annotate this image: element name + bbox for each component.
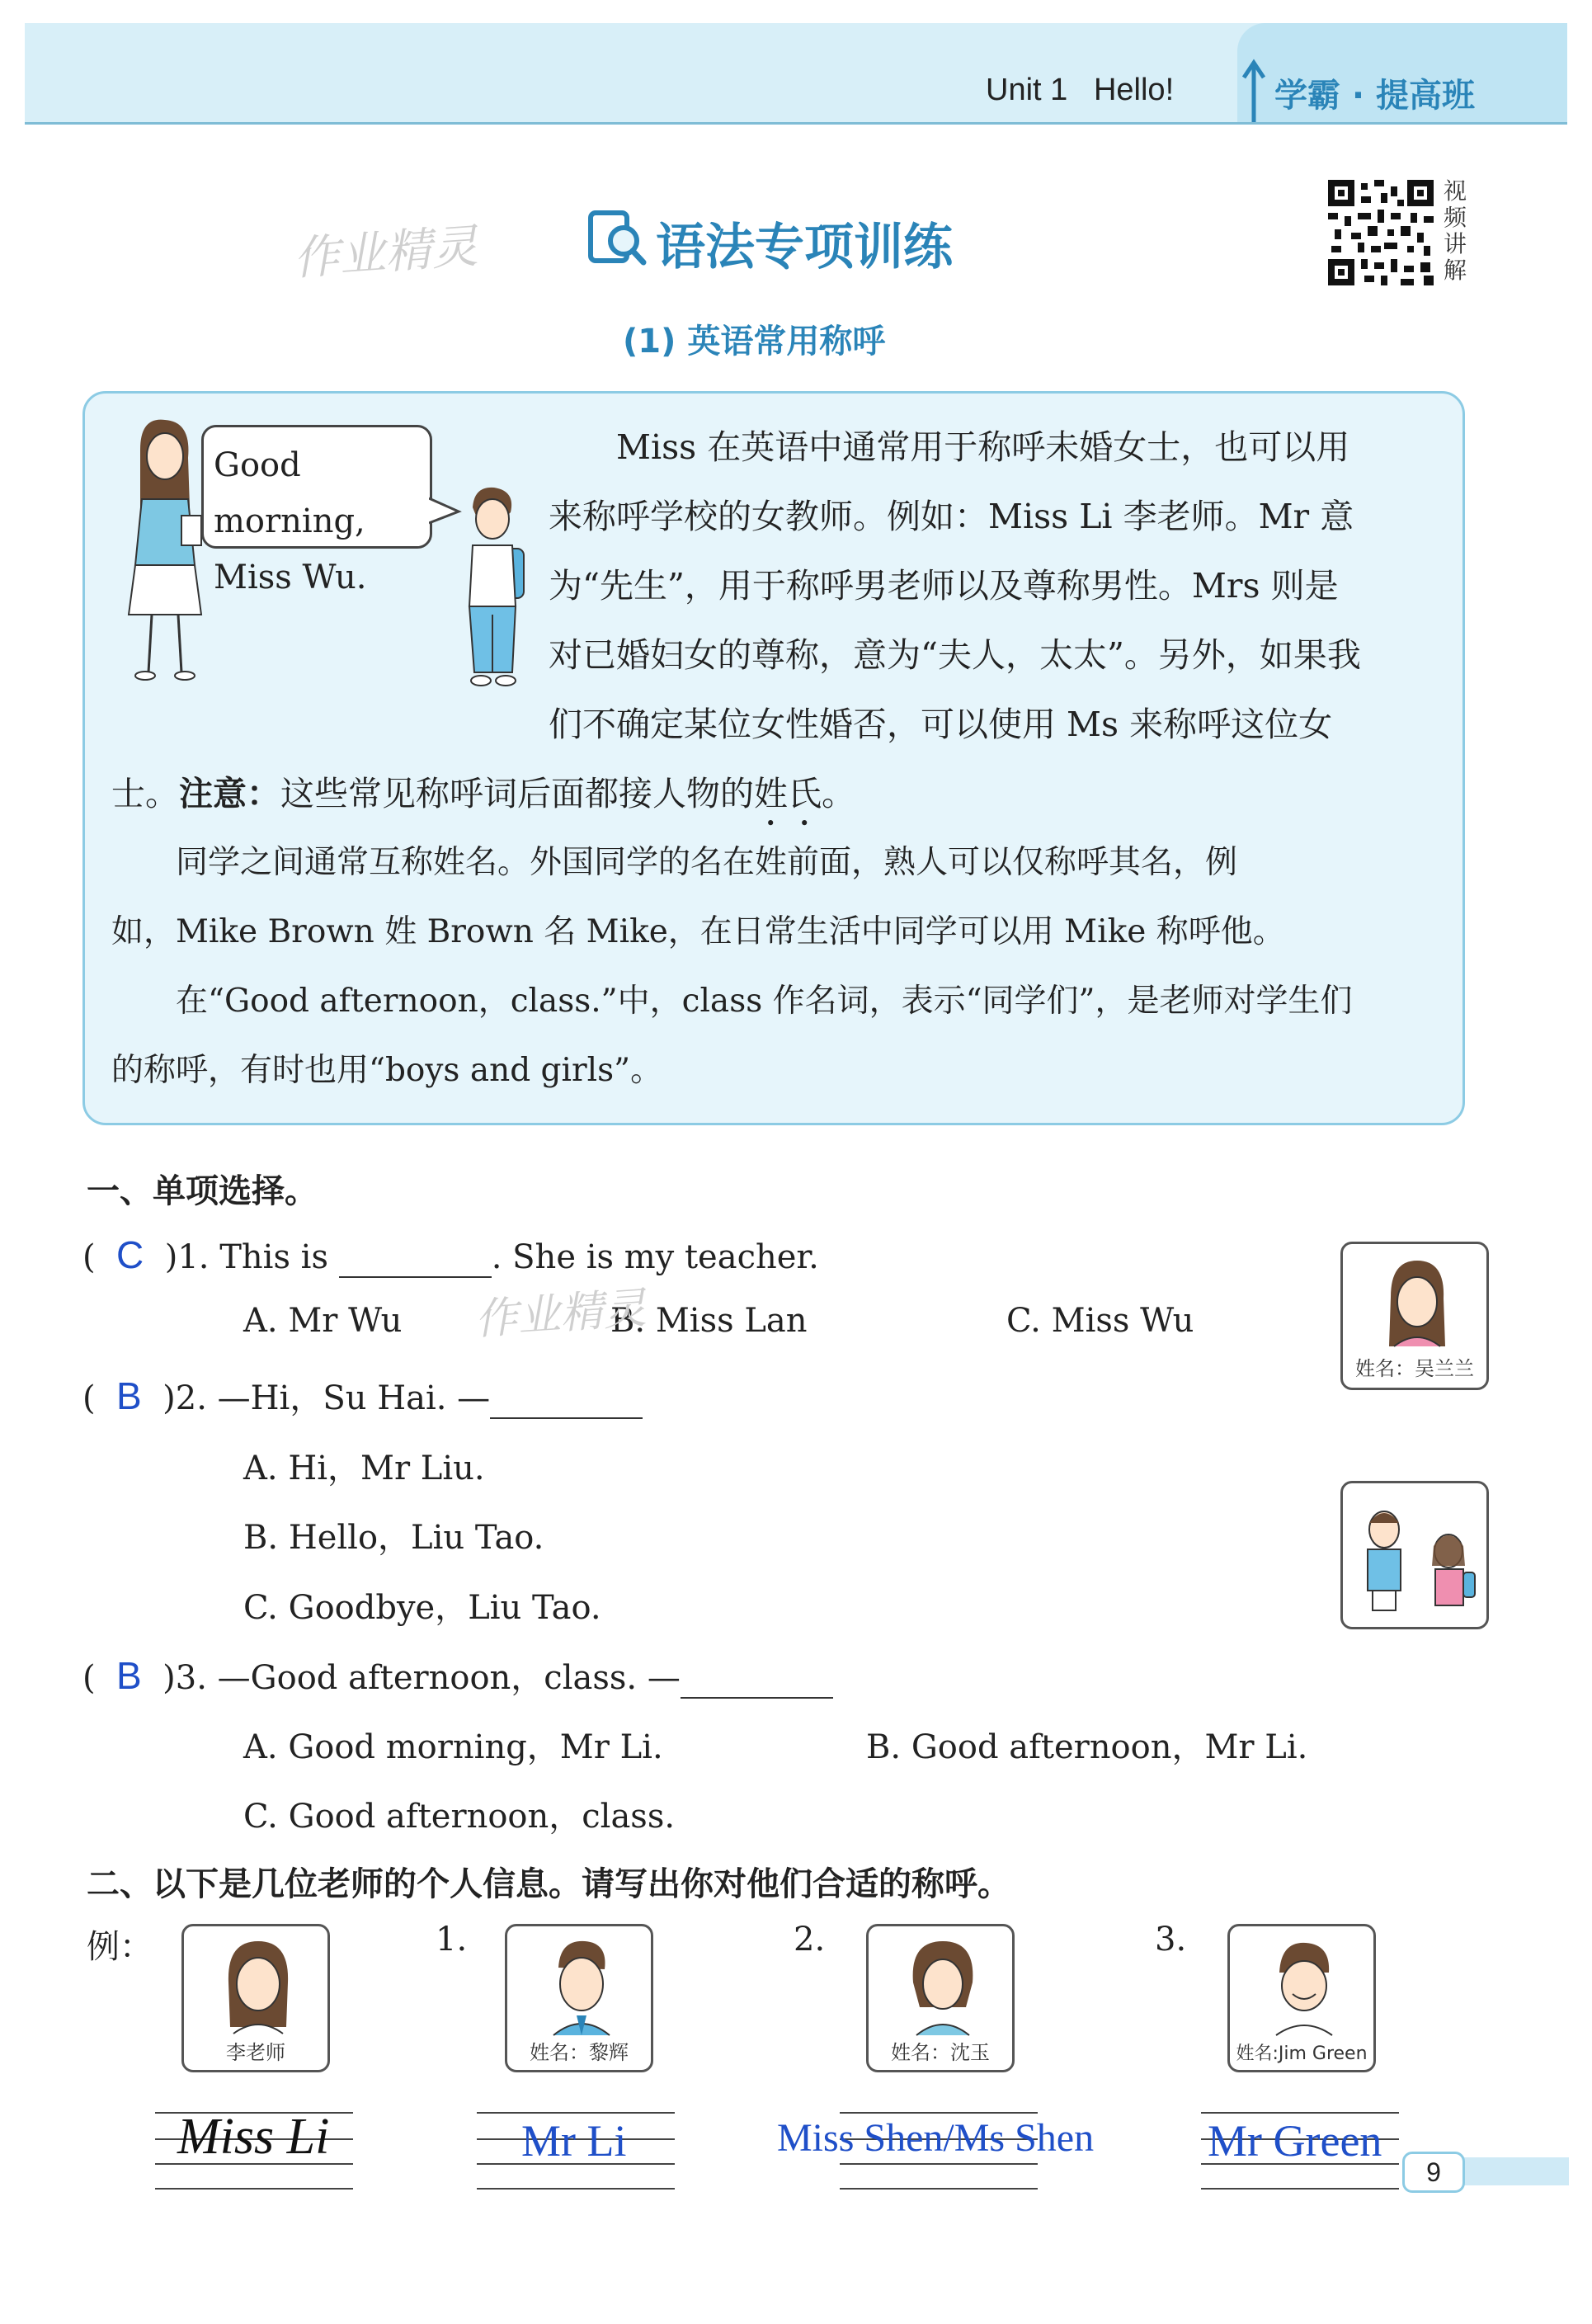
blank-2[interactable] [490, 1379, 643, 1419]
q3-option-c[interactable]: C. Good afternoon，class. [243, 1798, 676, 1836]
q1-picture-caption: 姓名：吴兰兰 [1355, 1357, 1474, 1380]
blank-1[interactable] [339, 1238, 492, 1278]
teacher-lihui-picture [505, 1924, 653, 2072]
girl-face-icon [1376, 1256, 1458, 1355]
qr-caption: 视频讲解 [1444, 177, 1467, 284]
section1-heading: 一、单项选择。 [87, 1172, 318, 1210]
lesson-title: Hello! [1093, 73, 1175, 107]
unit-label: Unit 1 Hello! [986, 73, 1175, 107]
item3-answer[interactable]: Mr Green [1208, 2116, 1382, 2166]
note-label: 注意： [179, 774, 280, 813]
q3-option-b[interactable]: B. Good afternoon，Mr Li. [866, 1728, 1308, 1766]
female-teacher-face-icon-2 [900, 1936, 986, 2039]
teacher-green-picture [1227, 1924, 1376, 2072]
item2-label: 2. [794, 1921, 826, 1959]
item2-answer[interactable]: Miss Shen/Ms Shen [777, 2116, 1095, 2160]
para2-line-2: 如，Mike Brown 姓 Brown 名 Mike，在日常生活中同学可以用 Mike 称呼他。 [111, 913, 1285, 950]
watermark: 作业精灵 [291, 219, 480, 286]
para1-line-3: 为“先生”，用于称呼男老师以及尊称男性。Mrs 则是 [549, 566, 1339, 606]
header-divider [25, 122, 1567, 125]
para1-line-2: 来称呼学校的女教师。例如：Miss Li 李老师。Mr 意 [549, 497, 1354, 536]
answer-2[interactable]: B [116, 1374, 142, 1417]
q1-option-c[interactable]: C. Miss Wu [1006, 1302, 1194, 1340]
male-teacher-face-icon [539, 1936, 624, 2039]
speech-bubble [201, 425, 432, 596]
q2-option-c[interactable]: C. Goodbye，Liu Tao. [243, 1589, 601, 1627]
q2-option-a[interactable]: A. Hi，Mr Liu. [243, 1450, 485, 1487]
grammar-paragraph-3 [111, 967, 1452, 1105]
question-3: ( B )3. —Good afternoon，class. — [82, 1652, 833, 1699]
blank-3[interactable] [681, 1659, 833, 1699]
bubble-line-1: Good morning, [214, 446, 365, 540]
q1-girl-picture [1340, 1242, 1489, 1390]
page-title: 语法专项训练 [656, 219, 953, 276]
item2-caption: 姓名：沈玉 [891, 2041, 990, 2064]
teacher-shenyu-picture [866, 1924, 1015, 2072]
section-subtitle: (1) 英语常用称呼 [623, 323, 886, 361]
q1-option-b[interactable]: B. Miss Lan [610, 1302, 808, 1340]
para2-line-1: 同学之间通常互称姓名。外国同学的名在姓前面，熟人可以仅称呼其名，例 [176, 844, 1238, 881]
teacher-illustration [115, 417, 214, 689]
grammar-paragraph-2 [111, 828, 1452, 967]
answer-1[interactable]: C [116, 1233, 144, 1276]
section2-heading: 二、以下是几位老师的个人信息。请写出你对他们合适的称呼。 [87, 1865, 1010, 1903]
page-number: 9 [1402, 2152, 1465, 2193]
example-caption: 李老师 [226, 2041, 285, 2064]
grammar-note-line: 士。注意：这些常见称呼词后面都接人物的姓氏。 [111, 774, 855, 813]
example-answer: Miss Li [177, 2109, 330, 2165]
q1-option-a[interactable]: A. Mr Wu [243, 1302, 403, 1340]
para1-line-1: Miss 在英语中通常用于称呼未婚女士，也可以用 [616, 427, 1350, 467]
student-illustration [450, 483, 532, 697]
question-2: ( B )2. —Hi，Su Hai. — [82, 1372, 643, 1419]
male-teacher-face-icon-2 [1261, 1936, 1347, 2039]
teacher-li-picture [181, 1924, 330, 2072]
bubble-line-2: Miss Wu. [214, 559, 367, 596]
emphasis-surname: 姓氏 [754, 774, 822, 813]
para3-line-2: 的称呼，有时也用“boys and girls”。 [111, 1052, 663, 1089]
female-teacher-face-icon [215, 1936, 301, 2039]
question-1: ( C )1. This is . She is my teacher. [82, 1233, 819, 1276]
qr-code-icon[interactable] [1328, 180, 1434, 285]
q2-option-b[interactable]: B. Hello，Liu Tao. [243, 1519, 544, 1557]
para1-line-5: 们不确定某位女性婚否，可以使用 Ms 来称呼这位女 [549, 705, 1333, 744]
para3-line-1: 在“Good afternoon，class.”中，class 作名词，表示“同学们”，是老师对学生们 [176, 983, 1353, 1020]
example-label: 例： [87, 1928, 153, 1966]
q3-option-a[interactable]: A. Good morning，Mr Li. [243, 1728, 663, 1766]
item1-caption: 姓名：黎辉 [530, 2041, 629, 2064]
item3-caption: 姓名:Jim Green [1236, 2044, 1368, 2064]
arrow-up-icon [1237, 58, 1270, 124]
para1-line-4: 对已婚妇女的尊称，意为“夫人，太太”。另外，如果我 [549, 635, 1361, 675]
item3-label: 3. [1155, 1921, 1187, 1959]
brand-label: 学霸 · 提高班 [1274, 77, 1476, 115]
two-students-icon [1351, 1500, 1483, 1615]
q2-students-picture [1340, 1481, 1489, 1629]
page-number-strip [1460, 2157, 1569, 2185]
item1-answer[interactable]: Mr Li [521, 2116, 627, 2166]
answer-3[interactable]: B [116, 1654, 142, 1697]
watermark-2: 作业精灵 [473, 1283, 648, 1346]
magnifier-book-icon [587, 208, 648, 269]
grammar-paragraph-1 [549, 412, 1448, 759]
item1-label: 1. [436, 1921, 468, 1959]
